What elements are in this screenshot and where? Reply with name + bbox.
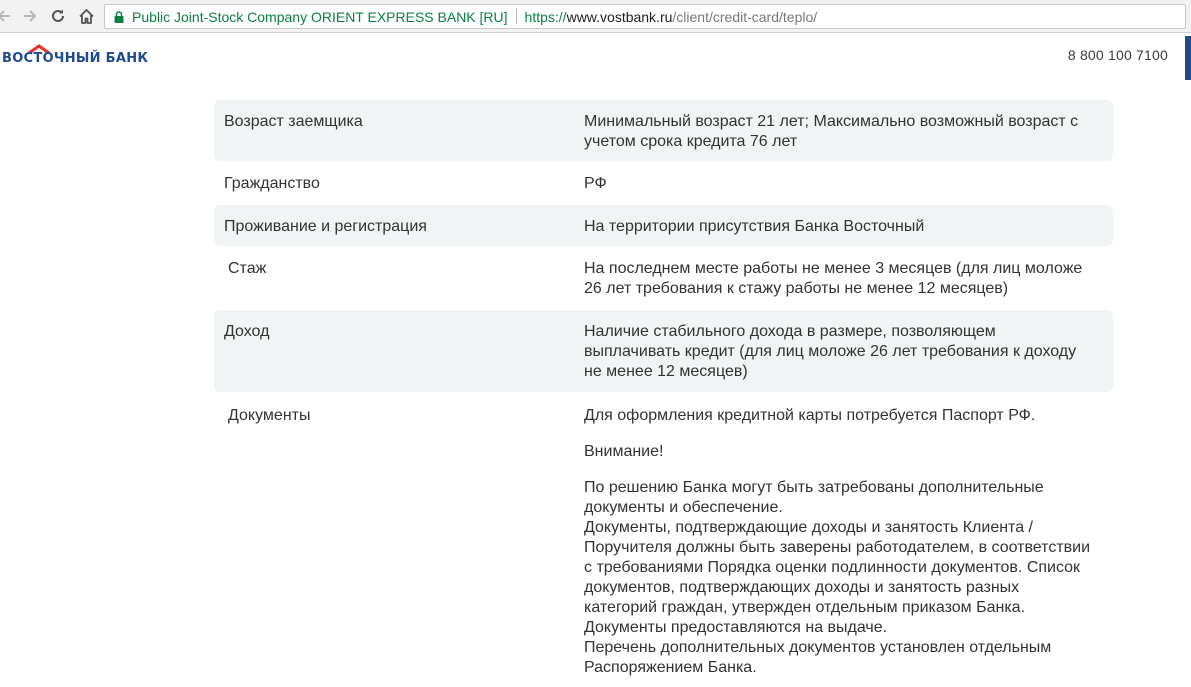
address-bar[interactable] xyxy=(104,4,1186,29)
forward-arrow-icon[interactable] xyxy=(20,6,40,26)
bank-logo[interactable] xyxy=(2,47,162,69)
row-value: РФ xyxy=(584,175,607,192)
table-row-documents xyxy=(214,393,1113,687)
back-arrow-icon[interactable] xyxy=(0,6,14,26)
url-scheme: https:// xyxy=(524,8,567,25)
row-value: Наличие стабильного дохода в размере, позволяющем выплачивать кредит (для лиц моложе 26 лет требования к доходу не менее 12 месяцев) xyxy=(584,323,1077,380)
documents-extra-line: По решению Банка могут быть затребованы дополнительные документы и обеспечение. xyxy=(584,479,1044,516)
table-row xyxy=(214,310,1113,392)
omnibox-separator xyxy=(516,9,517,24)
row-value: На территории присутствия Банка Восточный xyxy=(584,218,925,235)
row-label: Доход xyxy=(224,323,270,340)
row-label: Документы xyxy=(228,407,311,424)
site-header xyxy=(0,34,1191,84)
browser-toolbar xyxy=(0,0,1191,33)
documents-value xyxy=(584,406,1104,678)
row-value: Минимальный возраст 21 лет; Максимально возможный возраст с учетом срока кредита 76 лет xyxy=(584,113,1079,150)
row-label: Проживание и регистрация xyxy=(224,218,427,235)
home-icon[interactable] xyxy=(76,6,96,26)
documents-order-line: Перечень дополнительных документов установлен отдельным Распоряжением Банка. xyxy=(584,639,1052,676)
url-host: www.vostbank.ru xyxy=(566,8,673,25)
table-row xyxy=(214,247,1113,309)
table-row xyxy=(214,100,1113,161)
lock-icon xyxy=(114,11,124,23)
row-label: Возраст заемщика xyxy=(224,113,363,130)
documents-passport-text: Для оформления кредитной карты потребуется Паспорт РФ. xyxy=(584,407,1036,424)
table-row xyxy=(214,162,1113,204)
page-edge-accent xyxy=(1185,36,1191,80)
documents-extra-text xyxy=(584,478,1094,678)
documents-attention-text: Внимание! xyxy=(584,443,664,460)
row-label: Гражданство xyxy=(224,175,320,192)
url-path: /client/credit-card/teplo/ xyxy=(672,8,818,25)
row-value: На последнем месте работы не менее 3 месяцев (для лиц моложе 26 лет требования к стажу работы не менее 12 месяцев) xyxy=(584,260,1083,297)
documents-income-line: Документы, подтверждающие доходы и занятость Клиента / Поручителя должны быть заверены работодателем, в соответствии с требованиями Порядка оценки подлинности документов. Список документов, подтверждающих доходы и занятость разных категорий граждан, утвержден отдельным приказом Банка. Документы предоставляются на выдаче. xyxy=(584,519,1091,636)
logo-text: ВОСТОЧНЫЙ БАНК xyxy=(2,51,149,66)
row-label: Стаж xyxy=(228,260,267,277)
ev-certificate-name: Public Joint-Stock Company ORIENT EXPRESS BANK [RU] xyxy=(132,8,508,25)
hotline-phone[interactable]: 8 800 100 7100 xyxy=(1067,47,1168,63)
reload-icon[interactable] xyxy=(48,6,68,26)
requirements-table xyxy=(214,100,1113,687)
table-row xyxy=(214,205,1113,246)
